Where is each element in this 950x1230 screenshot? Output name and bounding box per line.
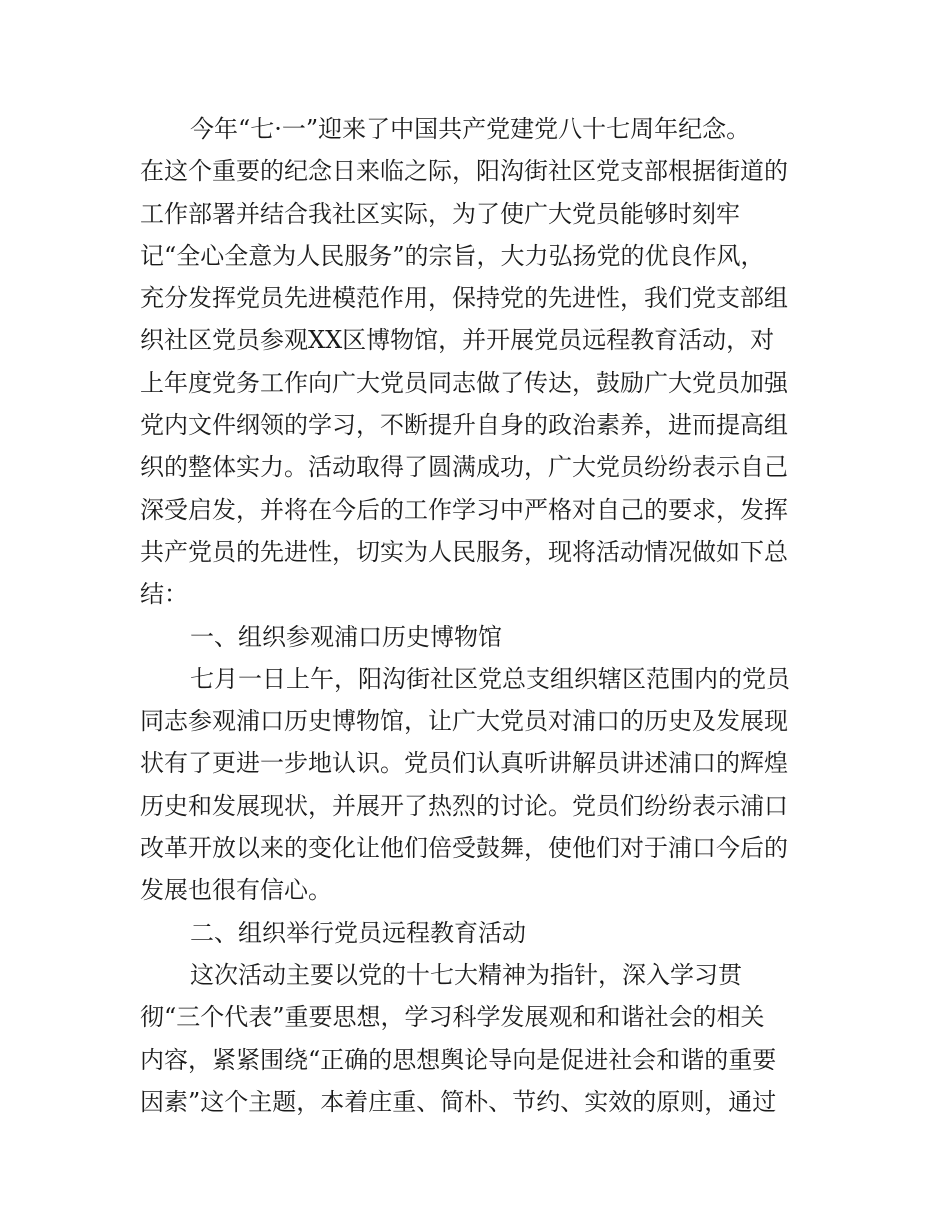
document-body bbox=[140, 108, 820, 1123]
paragraph-2-line-4: 历史和发展现状，并展开了热烈的讨论。党员们纷纷表示浦口 bbox=[140, 791, 788, 820]
paragraph-2-line-5: 改革开放以来的变化让他们倍受鼓舞，使他们对于浦口今后的 bbox=[140, 834, 788, 863]
section-heading-2: 二、组织举行党员远程教育活动 bbox=[190, 918, 526, 947]
paragraph-1-line-6: 织社区党员参观XX区博物馆，并开展党员远程教育活动，对 bbox=[140, 326, 775, 355]
paragraph-3-line-4: 因素”这个主题，本着庄重、简朴、节约、实效的原则，通过 bbox=[140, 1087, 777, 1116]
paragraph-1-line-8: 党内文件纲领的学习，不断提升自身的政治素养，进而提高组 bbox=[140, 411, 788, 440]
paragraph-1-line-11: 共产党员的先进性，切实为人民服务，现将活动情况做如下总 bbox=[140, 537, 788, 566]
paragraph-1-line-4: 记“全心全意为人民服务”的宗旨，大力弘扬党的优良作风， bbox=[140, 241, 765, 270]
paragraph-1-line-7: 上年度党务工作向广大党员同志做了传达，鼓励广大党员加强 bbox=[140, 368, 788, 397]
paragraph-2-line-1: 七月一日上午，阳沟街社区党总支组织辖区范围内的党员 bbox=[190, 664, 790, 693]
paragraph-1-line-5: 充分发挥党员先进模范作用，保持党的先进性，我们党支部组 bbox=[140, 284, 788, 313]
paragraph-3-line-2: 彻“三个代表”重要思想，学习科学发展观和和谐社会的相关 bbox=[140, 1003, 765, 1032]
paragraph-1-line-3: 工作部署并结合我社区实际，为了使广大党员能够时刻牢 bbox=[140, 199, 740, 228]
paragraph-2-line-2: 同志参观浦口历史博物馆，让广大党员对浦口的历史及发展现 bbox=[140, 707, 788, 736]
paragraph-2-line-6: 发展也很有信心。 bbox=[140, 876, 332, 905]
paragraph-1-line-12: 结： bbox=[140, 580, 188, 609]
paragraph-1-line-9: 织的整体实力。活动取得了圆满成功，广大党员纷纷表示自己 bbox=[140, 453, 788, 482]
paragraph-1-line-10: 深受启发，并将在今后的工作学习中严格对自己的要求，发挥 bbox=[140, 495, 788, 524]
paragraph-3-line-3: 内容，紧紧围绕“正确的思想舆论导向是促进社会和谐的重要 bbox=[140, 1045, 777, 1074]
paragraph-1-line-1: 今年“七·一”迎来了中国共产党建党八十七周年纪念。 bbox=[190, 115, 751, 143]
paragraph-3-line-1: 这次活动主要以党的十七大精神为指针，深入学习贯 bbox=[190, 960, 742, 989]
paragraph-2-line-3: 状有了更进一步地认识。党员们认真听讲解员讲述浦口的辉煌 bbox=[140, 749, 788, 778]
section-heading-1: 一、组织参观浦口历史博物馆 bbox=[190, 622, 502, 651]
paragraph-1-line-2: 在这个重要的纪念日来临之际，阳沟街社区党支部根据街道的 bbox=[140, 157, 788, 186]
